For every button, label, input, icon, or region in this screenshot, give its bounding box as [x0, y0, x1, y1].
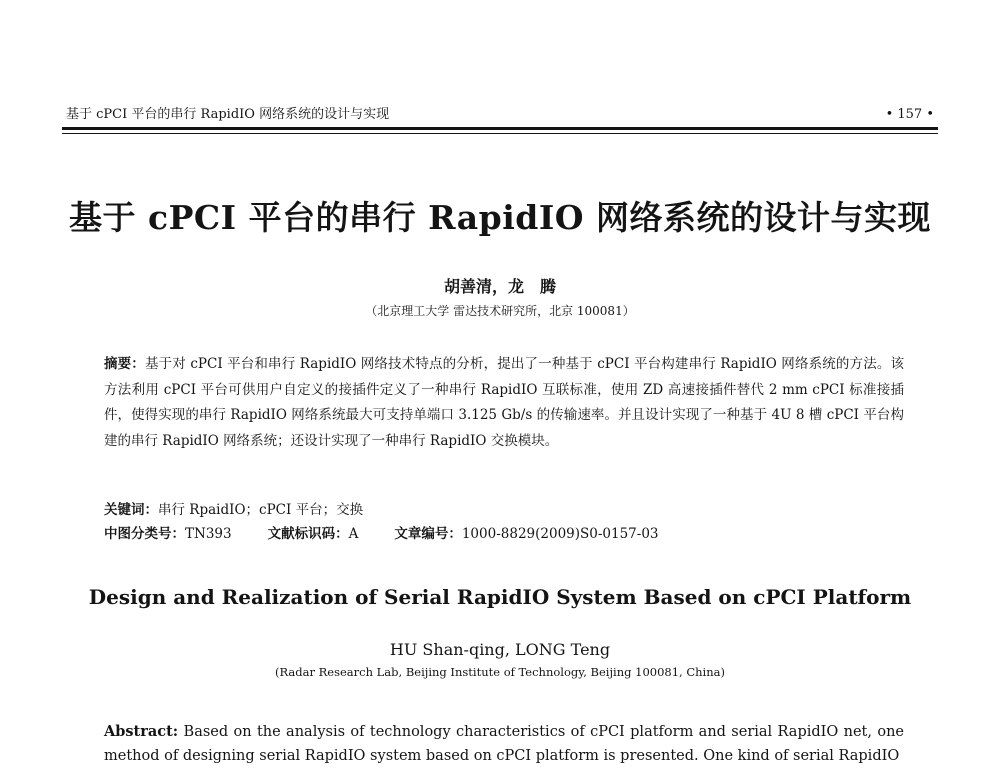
article-no-value: 1000-8829(2009)S0-0157-03 — [461, 526, 659, 542]
abstract-en-text: Based on the analysis of technology characteristics of cPCI platform and serial RapidIO net, one method of designing serial RapidIO system based on cPCI platform is presented. One kind of serial RapidIO — [104, 724, 904, 764]
keywords-label: 关键词： — [104, 502, 158, 518]
abstract-cn-label: 摘要： — [104, 356, 145, 372]
running-header — [66, 104, 934, 126]
paper-title-en: Design and Realization of Serial RapidIO System Based on cPCI Platform — [88, 585, 912, 609]
header-rule-thick — [62, 127, 938, 130]
abstract-cn-text: 基于对 cPCI 平台和串行 RapidIO 网络技术特点的分析，提出了一种基于 cPCI 平台构建串行 RapidIO 网络系统的方法。该方法利用 cPCI 平台可供用户自定义的接插件定义了一种串行 RapidIO 互联标准，使用 ZD 高速接插件替代 2 mm cPCI 标准接插件，使得实现的串行 RapidIO 网络系统最大可支持单端口 3.125 Gb/s 的传输速率。并且设计实现了一种基于 4U 8 槽 cPCI 平台构建的串行 RapidIO 网络系统；还设计实现了一种串行 RapidIO 交换模块。 — [104, 356, 904, 449]
clc-value: TN393 — [185, 526, 232, 542]
affiliation-en: (Radar Research Lab, Beijing Institute of Technology, Beijing 100081, China) — [275, 665, 725, 679]
page-number: • 157 • — [885, 107, 934, 122]
abstract-en-label: Abstract: — [104, 723, 179, 740]
affiliation-cn: （北京理工大学 雷达技术研究所，北京 100081） — [365, 304, 635, 318]
authors-en: HU Shan-qing, LONG Teng — [389, 640, 611, 659]
clc-label: 中图分类号： — [104, 526, 185, 542]
classification-line — [104, 522, 904, 546]
paper-title-cn: 基于 cPCI 平台的串行 RapidIO 网络系统的设计与实现 — [69, 198, 931, 237]
header-rule-thin — [62, 133, 938, 134]
doc-code-label: 文献标识码： — [267, 526, 349, 542]
authors-cn: 胡善清，龙 腾 — [443, 277, 556, 296]
abstract-en — [104, 720, 904, 768]
abstract-cn — [104, 352, 904, 454]
running-title: 基于 cPCI 平台的串行 RapidIO 网络系统的设计与实现 — [66, 107, 390, 122]
article-no-label: 文章编号： — [394, 526, 462, 542]
keywords-cn — [104, 498, 904, 522]
keywords-text: 串行 RpaidIO；cPCI 平台；交换 — [158, 502, 364, 518]
doc-code-value: A — [348, 526, 359, 542]
